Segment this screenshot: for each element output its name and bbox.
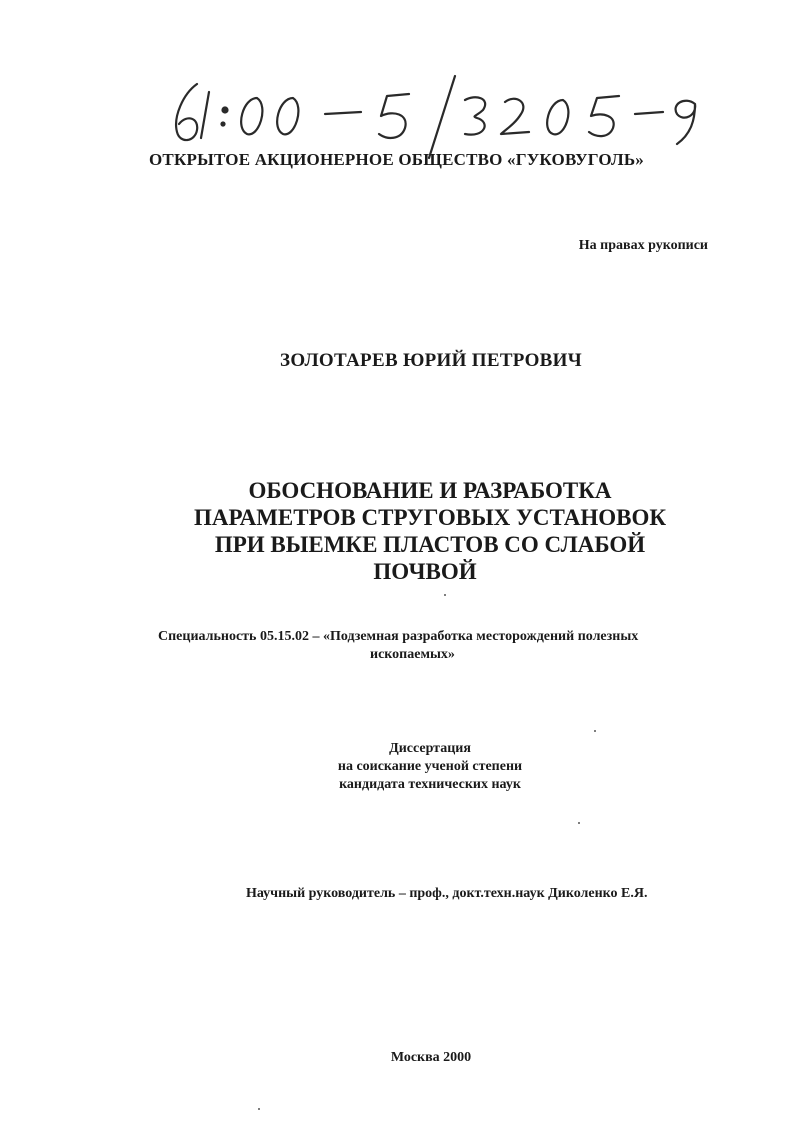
scan-speck: [258, 1108, 260, 1110]
specialty-line-1: Специальность 05.15.02 – «Подземная разработка месторождений полезных: [158, 629, 639, 644]
dissertation-degree: [300, 740, 560, 794]
handwritten-archive-number: [165, 72, 725, 162]
title-line: ПАРАМЕТРОВ СТРУГОВЫХ УСТАНОВОК: [193, 505, 667, 530]
scan-speck: [594, 730, 596, 732]
scan-speck: [444, 594, 446, 596]
dissertation-title: [180, 477, 680, 585]
scan-speck: [578, 822, 580, 824]
specialty-line-2: ископаемых»: [370, 647, 455, 662]
scientific-supervisor: Научный руководитель – проф., докт.техн.наук Диколенко Е.Я.: [246, 886, 648, 901]
dissertation-line-3: кандидата технических наук: [339, 777, 521, 792]
handwritten-number-drawing: [165, 72, 725, 162]
manuscript-note: На правах рукописи: [578, 238, 708, 253]
title-line: ПРИ ВЫЕМКЕ ПЛАСТОВ СО СЛАБОЙ: [214, 532, 646, 557]
organization-name: ОТКРЫТОЕ АКЦИОНЕРНОЕ ОБЩЕСТВО «ГУКОВУГОЛЬ»: [149, 150, 644, 169]
title-line: ПОЧВОЙ: [373, 559, 477, 584]
dissertation-line-1: Диссертация: [389, 741, 471, 756]
author-name: ЗОЛОТАРЕВ ЮРИЙ ПЕТРОВИЧ: [280, 350, 582, 371]
specialty-text: [158, 628, 718, 664]
city-year: Москва 2000: [390, 1050, 472, 1065]
title-line: ОБОСНОВАНИЕ И РАЗРАБОТКА: [248, 478, 612, 503]
dissertation-line-2: на соискание ученой степени: [337, 759, 523, 774]
